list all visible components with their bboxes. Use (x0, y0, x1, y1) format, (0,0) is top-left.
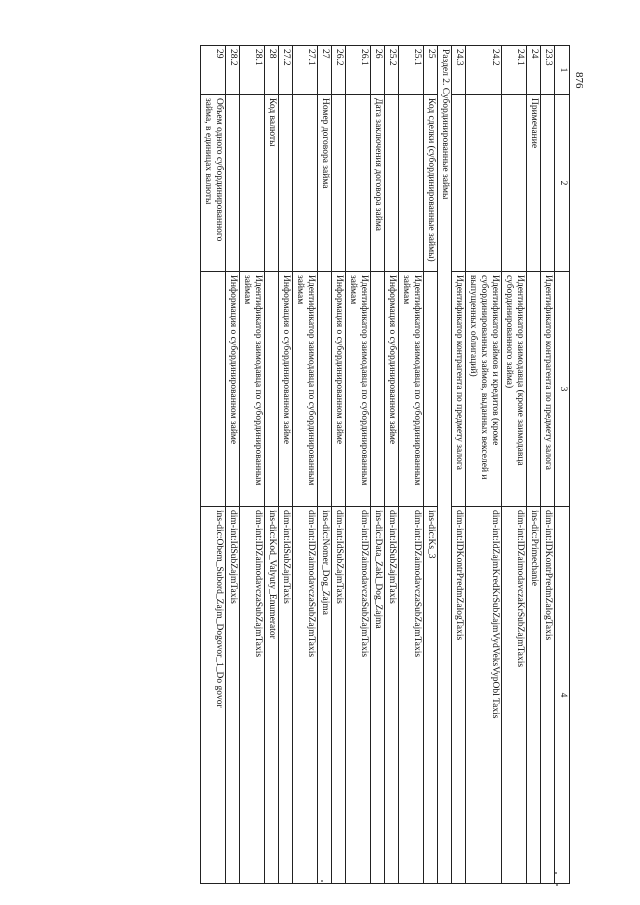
table-row (502, 46, 527, 884)
table-row (265, 46, 279, 884)
row-number: 26.2 (332, 46, 346, 95)
indicator-name (466, 95, 502, 272)
scan-speck (555, 872, 557, 874)
row-number: 24.2 (466, 46, 502, 95)
page-number: 876 (573, 72, 585, 89)
taxonomy-code: ins-dic:Data_Zakl_Dog_Zajma (371, 507, 385, 884)
row-number: 27 (318, 46, 332, 95)
column-header-2: 2 (555, 95, 570, 272)
taxonomy-code: dim-int:IDKontrPredmZalogTaxis (452, 507, 466, 884)
column-header-1: 1 (555, 46, 570, 95)
indicator-description: Идентификатор заимодавца по субординированным займам (293, 272, 318, 507)
row-number: 25.2 (385, 46, 399, 95)
indicator-description: Идентификатор контрагента по предмету залога (452, 272, 466, 507)
indicator-description (318, 272, 332, 507)
table-row (279, 46, 293, 884)
row-number: 26 (371, 46, 385, 95)
indicator-description: Идентификатор заимодавца по субординированным займам (240, 272, 265, 507)
taxonomy-code: dim-int:IdSubZajmTaxis (279, 507, 293, 884)
indicator-description: Идентификатор заимодавца по субординированным займам (346, 272, 371, 507)
indicator-description: Информация о субординированном займе (226, 272, 240, 507)
taxonomy-code: dim-int:IdSubZajmTaxis (385, 507, 399, 884)
row-number: 24.3 (452, 46, 466, 95)
section-title: Раздел 2. Субординированные займы (438, 46, 452, 884)
table-row (424, 46, 438, 884)
taxonomy-code: dim-int:IdSubZajmTaxis (332, 507, 346, 884)
row-number: 28.1 (240, 46, 265, 95)
scan-speck (321, 880, 323, 882)
indicator-name (452, 95, 466, 272)
taxonomy-code: dim-int:IDZaimodavczaSubZajmTaxis (293, 507, 318, 884)
table-row (293, 46, 318, 884)
indicator-name: Код сделки (субординированные займы) (424, 95, 438, 272)
table-row (527, 46, 541, 884)
indicator-description: Информация о субординированном займе (385, 272, 399, 507)
indicator-description (371, 272, 385, 507)
data-table (200, 45, 570, 884)
taxonomy-code: ins-dic:Kod_Valyuty_Enumerator (265, 507, 279, 884)
indicator-description (265, 272, 279, 507)
indicator-description (424, 272, 438, 507)
taxonomy-code: ins-dic:Nomer_Dog_Zajma (318, 507, 332, 884)
row-number: 24 (527, 46, 541, 95)
table-row (318, 46, 332, 884)
indicator-name (399, 95, 424, 272)
indicator-name: Примечание (527, 95, 541, 272)
taxonomy-code: ins-dic:Obem_Subord_Zajm_Dogovor_1_Do govor (201, 507, 226, 884)
indicator-description: Информация о субординированном займе (279, 272, 293, 507)
indicator-name (226, 95, 240, 272)
indicator-name (279, 95, 293, 272)
indicator-name (385, 95, 399, 272)
table-row (452, 46, 466, 884)
indicator-name (541, 95, 555, 272)
row-number: 24.1 (502, 46, 527, 95)
taxonomy-code: dim-int:IdZajmKredKrSubZajmVydVeksVypObl Taxis (466, 507, 502, 884)
indicator-name: Дата заключения договора займа (371, 95, 385, 272)
indicator-name (502, 95, 527, 272)
indicator-description: Информация о субординированном займе (332, 272, 346, 507)
indicator-description (527, 272, 541, 507)
indicator-name (293, 95, 318, 272)
taxonomy-code: dim-int:IDKontrPredmZalogTaxis (541, 507, 555, 884)
table-row (466, 46, 502, 884)
indicator-description: Идентификатор контрагента по предмету залога (541, 272, 555, 507)
indicator-name (240, 95, 265, 272)
taxonomy-code: dim-int:IDZaimodavczaSubZajmTaxis (346, 507, 371, 884)
taxonomy-code: ins-dic:Ks_3 (424, 507, 438, 884)
row-number: 28.2 (226, 46, 240, 95)
indicator-name: Номер договора займа (318, 95, 332, 272)
section-row (438, 46, 452, 884)
indicator-description: Идентификатор займов и кредитов (кроме субординированных займов, выданных векселей и выпущенных облигаций) (466, 272, 502, 507)
table-row (385, 46, 399, 884)
table-row (541, 46, 555, 884)
table-row (226, 46, 240, 884)
indicator-name (332, 95, 346, 272)
row-number: 25.1 (399, 46, 424, 95)
column-header-3: 3 (555, 272, 570, 507)
table-row (346, 46, 371, 884)
taxonomy-code: ins-dic:Primechanie (527, 507, 541, 884)
table-header-row (555, 46, 570, 884)
table-row (240, 46, 265, 884)
row-number: 27.2 (279, 46, 293, 95)
row-number: 27.1 (293, 46, 318, 95)
taxonomy-code: dim-int:IDZaimodavczaSubZajmTaxis (240, 507, 265, 884)
column-header-4: 4 (555, 507, 570, 884)
rotated-table-container (60, 45, 570, 855)
table-row (332, 46, 346, 884)
row-number: 29 (201, 46, 226, 95)
table-row (371, 46, 385, 884)
indicator-description (201, 272, 226, 507)
table-row (201, 46, 226, 884)
indicator-description: Идентификатор заимодавца (кроме заимодавца субординированного займа) (502, 272, 527, 507)
indicator-description: Идентификатор заимодавца по субординированным займам (399, 272, 424, 507)
indicator-name (346, 95, 371, 272)
table-row (399, 46, 424, 884)
scan-speck (556, 884, 558, 886)
taxonomy-code: dim-int:IDZaimodavczaSubZajmTaxis (399, 507, 424, 884)
indicator-name: Объем одного субординированного займа, в единицах валюты (201, 95, 226, 272)
row-number: 26.1 (346, 46, 371, 95)
row-number: 28 (265, 46, 279, 95)
row-number: 23.3 (541, 46, 555, 95)
indicator-name: Код валюты (265, 95, 279, 272)
taxonomy-code: dim-int:IdSubZajmTaxis (226, 507, 240, 884)
row-number: 25 (424, 46, 438, 95)
taxonomy-code: dim-int:IDZaimodavczaKrSubZajmTaxis (502, 507, 527, 884)
